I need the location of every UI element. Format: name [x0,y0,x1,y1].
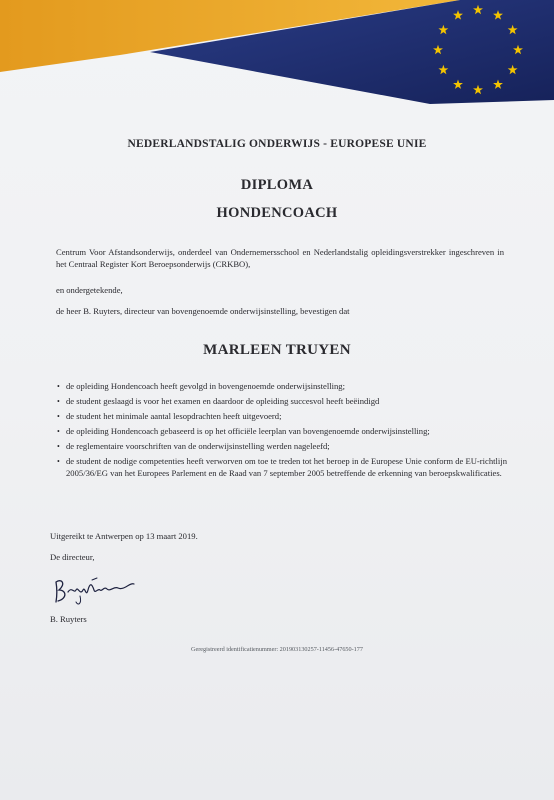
bullet-icon: • [57,382,60,391]
signed-text: en ondergetekende, [56,285,123,295]
condition-text: de student het minimale aantal lesopdrachten heeft uitgevoerd; [66,410,282,421]
issued-date: Uitgereikt te Antwerpen op 13 maart 2019. [50,531,198,541]
student-name: MARLEEN TRUYEN [203,342,351,358]
director-name: B. Ruyters [50,614,87,624]
list-item [58,411,508,423]
condition-text: de student de nodige competenties heeft verworven om toe te treden tot het beroep in de Europese Unie conform de EU-richtlijn 2005/36/EG van het Europees Parlement en de Raad van 7 september 2005 betreffende de erkenning van beroepskwalificaties. [66,455,507,478]
conditions-list [58,381,508,483]
bullet-icon: • [57,441,60,451]
institution-intro: Centrum Voor Afstandsonderwijs, onderdeel van Ondernemersschool en Nederlandstalig opleidingsverstrekker ingeschreven in het Centraal Register Kort Beroepsonderwijs (CRKBO), [56,247,504,269]
condition-text: de opleiding Hondencoach heeft gevolgd in bovengenoemde onderwijsinstelling; [66,381,345,391]
director-label: De directeur, [50,552,95,562]
bullet-icon: • [57,411,60,421]
organisation-heading: NEDERLANDSTALIG ONDERWIJS - EUROPESE UNIE [127,138,427,150]
confirm-text: de heer B. Ruyters, directeur van bovengenoemde onderwijsinstelling, bevestigen dat [56,306,350,316]
bullet-icon: • [57,456,60,466]
list-item [58,381,508,393]
condition-text: de reglementaire voorschriften van de onderwijsinstelling werden nageleefd; [66,440,330,451]
bullet-icon: • [57,396,60,406]
condition-text: de opleiding Hondencoach gebaseerd is op het officiële leerplan van bovengenoemde onderwijsinstelling; [66,425,430,436]
registration-number: Geregistreerd identificatienummer: 201903130257-11456-47650-177 [191,646,363,653]
course-title: HONDENCOACH [216,205,338,221]
list-item [58,441,508,453]
signature-image [50,568,140,608]
list-item [58,456,508,479]
list-item [58,426,508,438]
list-item [58,396,508,408]
condition-text: de student geslaagd is voor het examen en daardoor de opleiding succesvol heeft beëindigd [66,395,380,406]
bullet-icon: • [57,426,60,436]
diploma-title: DIPLOMA [240,177,314,193]
